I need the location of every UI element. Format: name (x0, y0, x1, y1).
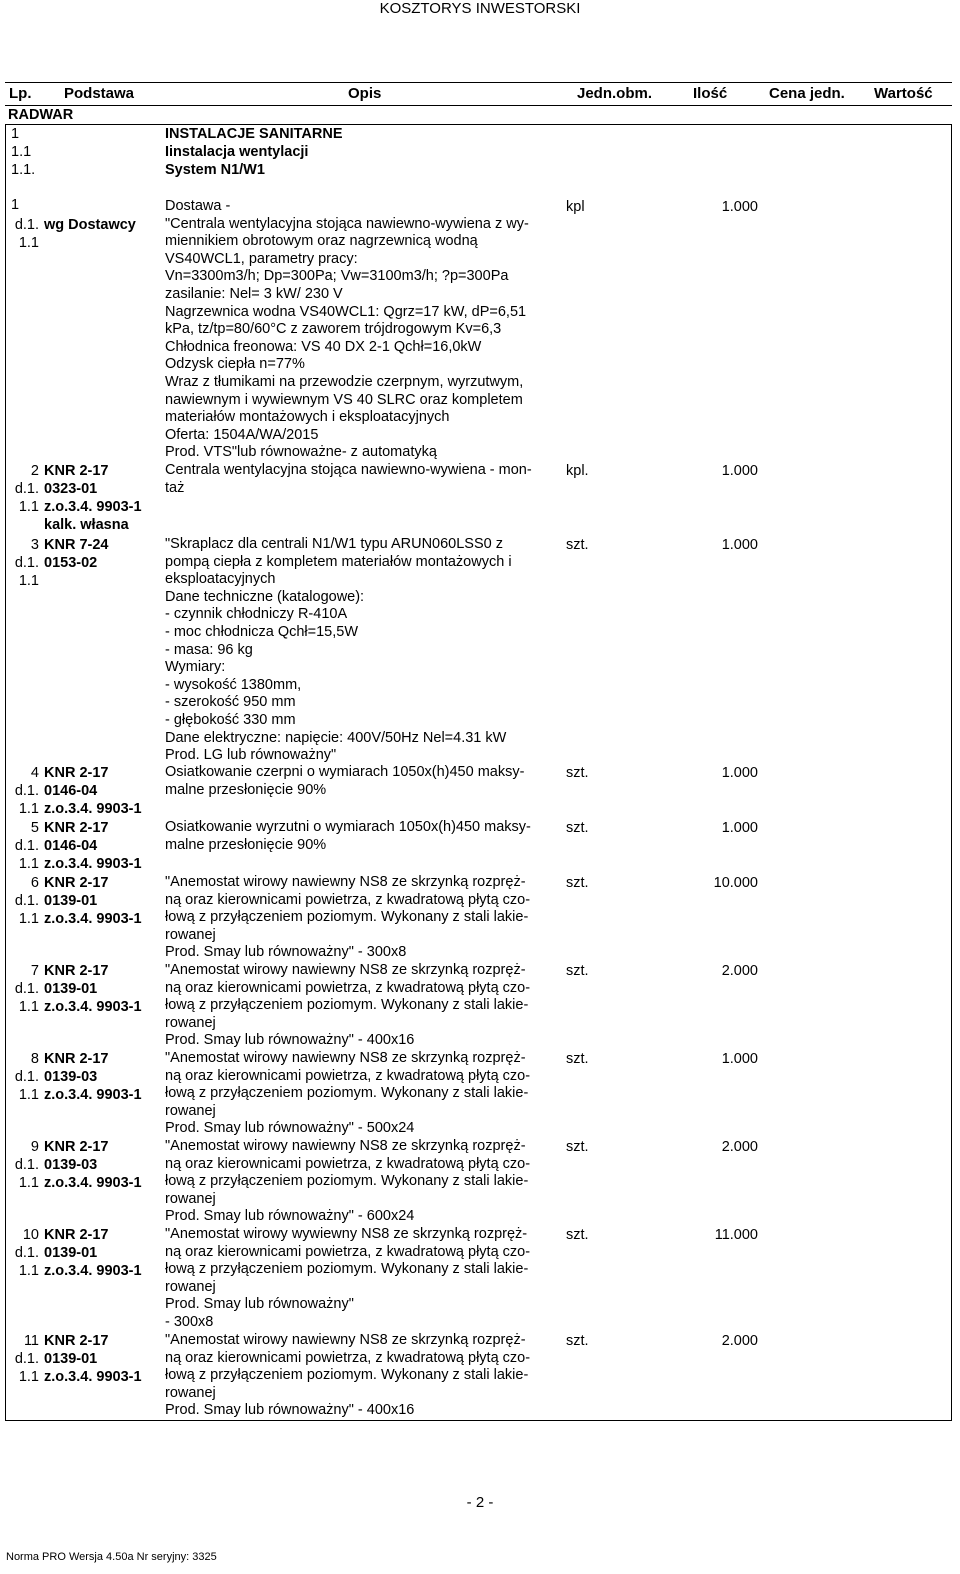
description-line: "Centrala wentylacyjna stojąca nawiewno-wywiena z wy- (165, 215, 529, 232)
description-line: "Anemostat wirowy nawiewny NS8 ze skrzynką rozpręż- (165, 874, 526, 890)
description-line: ną oraz kierownicami powietrza, z kwadratową płytą czo- (165, 1243, 531, 1260)
item-lp: 4 d.1. 1.1 (14, 765, 39, 817)
description-line: miennikiem obrotowym oraz nagrzewnicą wodną (165, 233, 478, 250)
description-line: rowanej (165, 1190, 216, 1207)
item-quantity: 2.000 (721, 1333, 758, 1349)
description-line: - głębokość 330 mm (165, 711, 296, 728)
description-line: kPa, tz/tp=80/60°C z zaworem trójdrogowym Kv=6,3 (165, 321, 502, 338)
item-unit: kpl (566, 199, 585, 215)
item-description (165, 1226, 560, 1332)
item-quantity: 10.000 (713, 875, 758, 891)
description-line: eksploatacyjnych (165, 571, 276, 588)
item-lp: 6 d.1. 1.1 (14, 875, 39, 927)
item-unit: szt. (566, 765, 589, 781)
item-lp: 11 d.1. 1.1 (14, 1333, 39, 1385)
header-cena: Cena jedn. (769, 85, 845, 102)
description-line: Osiatkowanie wyrzutni o wymiarach 1050x(h)450 maksy- (165, 819, 531, 835)
description-line: rowanej (165, 926, 216, 943)
description-line: "Anemostat wirowy nawiewny NS8 ze skrzynką rozpręż- (165, 1050, 526, 1066)
description-line: "Anemostat wirowy nawiewny NS8 ze skrzynką rozpręż- (165, 1138, 526, 1154)
item-description (165, 962, 560, 1050)
table-header (5, 82, 952, 106)
estimate-name: RADWAR (8, 107, 74, 123)
item-description (165, 198, 560, 462)
description-line: Centrala wentylacyjna stojąca nawiewno-wywiena - mon- (165, 462, 532, 478)
item-quantity: 2.000 (721, 963, 758, 979)
description-line: - czynnik chłodniczy R-410A (165, 606, 348, 623)
description-line: Prod. LG lub równoważny" (165, 747, 337, 764)
section-number: 1 (11, 126, 20, 142)
description-line: pompą ciepła z kompletem materiałów montażowych i (165, 553, 512, 570)
header-jedn: Jedn.obm. (577, 85, 653, 102)
item-source: KNR 2-17 0139-01 z.o.3.4. 9903-1 (44, 875, 142, 927)
description-line: ną oraz kierownicami powietrza, z kwadratową płytą czo- (165, 1349, 531, 1366)
page-number: - 2 - (466, 1494, 494, 1511)
item-lp: 2 d.1. 1.1 (14, 463, 39, 515)
description-line: materiałów montażowych i eksploatacyjnych (165, 409, 450, 426)
description-line: łową z przyłączeniem poziomym. Wykonany z stali lakie- (165, 1261, 529, 1278)
item-description (165, 764, 560, 799)
description-line: Prod. Smay lub równoważny" - 400x16 (165, 1032, 415, 1049)
description-line: Wymiary: (165, 659, 226, 676)
item-description (165, 874, 560, 962)
document-title: KOSZTORYS INWESTORSKI (379, 0, 581, 17)
description-line: łową z przyłączeniem poziomym. Wykonany z stali lakie- (165, 1085, 529, 1102)
description-line: łową z przyłączeniem poziomym. Wykonany z stali lakie- (165, 1367, 529, 1384)
table-frame-right (951, 124, 952, 1420)
item-lp: 8 d.1. 1.1 (14, 1051, 39, 1103)
description-line: rowanej (165, 1014, 216, 1031)
description-line: "Anemostat wirowy nawiewny NS8 ze skrzynką rozpręż- (165, 1332, 526, 1348)
description-line: ną oraz kierownicami powietrza, z kwadratową płytą czo- (165, 1067, 531, 1084)
description-line: Prod. VTS"lub równoważne- z automatyką (165, 444, 437, 461)
item-source: KNR 7-24 0153-02 (44, 537, 109, 571)
section-title: Iinstalacja wentylacji (165, 144, 309, 160)
description-line: "Anemostat wirowy nawiewny NS8 ze skrzynką rozpręż- (165, 962, 526, 978)
item-lp: 9 d.1. 1.1 (14, 1139, 39, 1191)
description-line: malne przesłonięcie 90% (165, 836, 327, 853)
description-line: łową z przyłączeniem poziomym. Wykonany z stali lakie- (165, 1173, 529, 1190)
description-line: - moc chłodnicza Qchł=15,5W (165, 623, 359, 640)
description-line: - masa: 96 kg (165, 641, 253, 658)
item-unit: szt. (566, 537, 589, 553)
item-quantity: 1.000 (721, 463, 758, 479)
description-line: Wraz z tłumikami na przewodzie czerpnym, wyrzutwym, (165, 373, 524, 390)
item-unit: szt. (566, 1139, 589, 1155)
description-line: Osiatkowanie czerpni o wymiarach 1050x(h)450 maksy- (165, 764, 525, 780)
description-line: Prod. Smay lub równoważny" - 500x24 (165, 1120, 415, 1137)
description-line: Dostawa - (165, 198, 231, 214)
item-unit: szt. (566, 875, 589, 891)
item-lp: 7 d.1. 1.1 (14, 963, 39, 1015)
item-quantity: 1.000 (721, 537, 758, 553)
item-description (165, 536, 560, 765)
description-line: łową z przyłączeniem poziomym. Wykonany z stali lakie- (165, 997, 529, 1014)
section-title: System N1/W1 (165, 162, 265, 178)
description-line: Prod. Smay lub równoważny" (165, 1296, 354, 1313)
item-description (165, 819, 560, 854)
description-line: Nagrzewnica wodna VS40WCL1: Qgrz=17 kW, dP=6,51 (165, 303, 527, 320)
item-lp: 10 d.1. 1.1 (14, 1227, 39, 1279)
section-number: 1 (11, 197, 20, 213)
description-line: "Anemostat wirowy wywiewny NS8 ze skrzynką rozpręż- (165, 1226, 528, 1242)
item-unit: szt. (566, 963, 589, 979)
item-lp: d.1. 1.1 (14, 217, 39, 251)
description-line: Chłodnica freonowa: VS 40 DX 2-1 Qchł=16,0kW (165, 338, 482, 355)
description-line: VS40WCL1, parametry pracy: (165, 250, 358, 267)
item-lp: 5 d.1. 1.1 (14, 820, 39, 872)
table-frame-top (5, 124, 951, 125)
section-number: 1.1. (11, 162, 36, 178)
item-source: KNR 2-17 0139-03 z.o.3.4. 9903-1 (44, 1051, 142, 1103)
description-line: Prod. Smay lub równoważny" - 400x16 (165, 1402, 415, 1419)
item-source: KNR 2-17 0139-01 z.o.3.4. 9903-1 (44, 1227, 142, 1279)
item-description (165, 1050, 560, 1138)
description-line: łową z przyłączeniem poziomym. Wykonany z stali lakie- (165, 909, 529, 926)
item-source: KNR 2-17 0146-04 z.o.3.4. 9903-1 (44, 765, 142, 817)
description-line: rowanej (165, 1278, 216, 1295)
item-unit: szt. (566, 820, 589, 836)
item-description (165, 1332, 560, 1420)
description-line: Odzysk ciepła n=77% (165, 356, 305, 373)
description-line: Dane techniczne (katalogowe): (165, 588, 365, 605)
header-podstawa: Podstawa (64, 85, 135, 102)
item-lp: 3 d.1. 1.1 (14, 537, 39, 589)
item-description (165, 1138, 560, 1226)
description-line: rowanej (165, 1384, 216, 1401)
header-lp: Lp. (9, 85, 32, 102)
description-line: ną oraz kierownicami powietrza, z kwadratową płytą czo- (165, 891, 531, 908)
description-line: ną oraz kierownicami powietrza, z kwadratową płytą czo- (165, 1155, 531, 1172)
header-wartosc: Wartość (874, 85, 933, 102)
description-line: Prod. Smay lub równoważny" - 300x8 (165, 944, 407, 961)
description-line: - szerokość 950 mm (165, 694, 296, 711)
item-quantity: 2.000 (721, 1139, 758, 1155)
item-quantity: 1.000 (721, 1051, 758, 1067)
description-line: Oferta: 1504A/WA/2015 (165, 426, 319, 443)
section-number: 1.1 (11, 144, 32, 160)
item-quantity: 1.000 (721, 765, 758, 781)
description-line: ną oraz kierownicami powietrza, z kwadratową płytą czo- (165, 979, 531, 996)
item-quantity: 1.000 (721, 199, 758, 215)
header-opis: Opis (348, 85, 382, 102)
item-unit: kpl. (566, 463, 589, 479)
description-line: Prod. Smay lub równoważny" - 600x24 (165, 1208, 415, 1225)
section-title: INSTALACJE SANITARNE (165, 126, 343, 142)
item-quantity: 11.000 (714, 1227, 758, 1243)
description-line: - wysokość 1380mm, (165, 676, 302, 693)
item-source: KNR 2-17 0323-01 z.o.3.4. 9903-1 kalk. własna (44, 463, 142, 533)
description-line: malne przesłonięcie 90% (165, 781, 327, 798)
description-line: Vn=3300m3/h; Dp=300Pa; Vw=3100m3/h; ?p=300Pa (165, 268, 509, 285)
header-ilosc: Ilość (693, 85, 728, 102)
description-line: rowanej (165, 1102, 216, 1119)
description-line: taż (165, 479, 185, 496)
description-line: Dane elektryczne: napięcie: 400V/50Hz Nel=4.31 kW (165, 729, 507, 746)
description-line: - 300x8 (165, 1313, 214, 1330)
item-source: KNR 2-17 0146-04 z.o.3.4. 9903-1 (44, 820, 142, 872)
item-description (165, 462, 560, 497)
item-source: KNR 2-17 0139-01 z.o.3.4. 9903-1 (44, 1333, 142, 1385)
item-source: wg Dostawcy (44, 217, 136, 233)
item-unit: szt. (566, 1227, 589, 1243)
item-quantity: 1.000 (721, 820, 758, 836)
item-unit: szt. (566, 1051, 589, 1067)
table-frame-bottom (5, 1420, 952, 1421)
item-source: KNR 2-17 0139-01 z.o.3.4. 9903-1 (44, 963, 142, 1015)
description-line: "Skraplacz dla centrali N1/W1 typu ARUN060LSS0 z (165, 536, 503, 552)
footer-software: Norma PRO Wersja 4.50a Nr seryjny: 3325 (6, 1551, 217, 1563)
item-source: KNR 2-17 0139-03 z.o.3.4. 9903-1 (44, 1139, 142, 1191)
description-line: nawiewnym i wywiewnym VS 40 SLRC oraz kompletem (165, 391, 523, 408)
description-line: zasilanie: Nel= 3 kW/ 230 V (165, 285, 343, 302)
item-unit: szt. (566, 1333, 589, 1349)
